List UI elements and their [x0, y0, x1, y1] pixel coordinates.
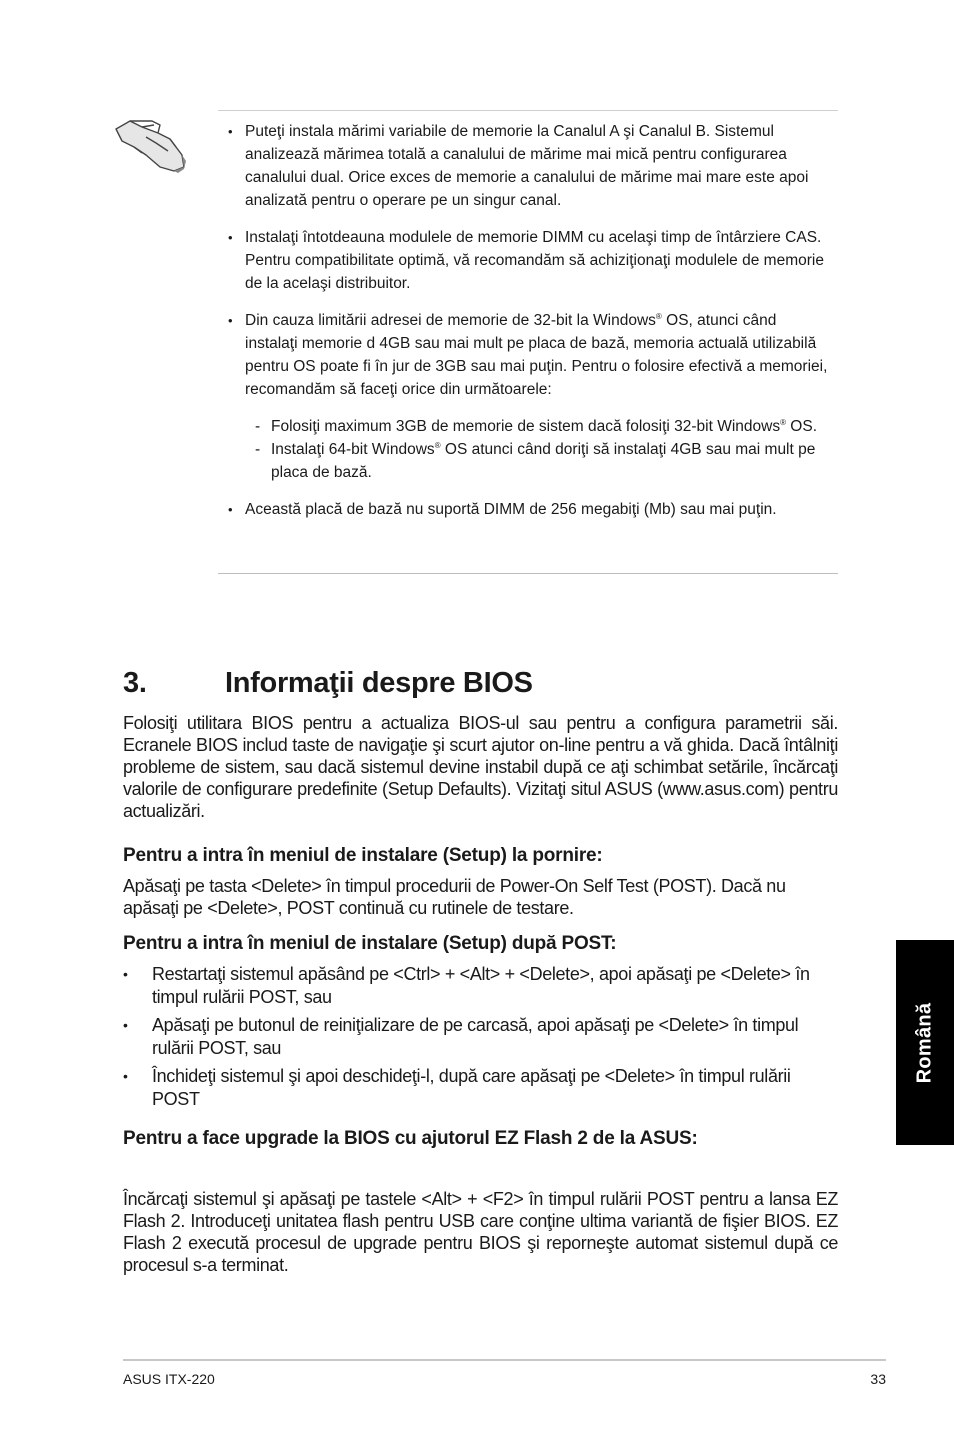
- list-item: • Închideţi sistemul şi apoi deschideţi-l, după care apăsaţi pe <Delete> în timpul rulării POST: [123, 1065, 833, 1111]
- setup-post-list: [123, 963, 833, 1116]
- section-number: 3.: [123, 667, 147, 699]
- footer-product: ASUS ITX-220: [123, 1371, 215, 1387]
- section-title-text: Informaţii despre BIOS: [225, 667, 533, 699]
- setup-boot-text: Apăsaţi pe tasta <Delete> în timpul procedurii de Power-On Self Test (POST). Dacă nu apăsaţi pe <Delete>, POST continuă cu rutinele de testare.: [123, 876, 786, 918]
- ezflash-heading: Pentru a face upgrade la BIOS cu ajutorul EZ Flash 2 de la ASUS:: [123, 1128, 698, 1149]
- language-label: Română: [913, 1002, 936, 1083]
- list-item: • Apăsaţi pe butonul de reiniţializare de pe carcasă, apoi apăsaţi pe <Delete> în timpul rulării POST, sau: [123, 1014, 833, 1060]
- note-sub-list: [245, 415, 828, 484]
- note-bullet-3: • Din cauza limitării adresei de memorie de 32-bit la Windows® OS, atunci când instalaţi memorie d 4GB sau mai mult pe placa de bază, memoria actuală utilizabilă pentru OS poate fi în jur de 3GB sau mai puţin. Pentru o folosire efectivă a memoriei, recomandăm să faceţi orice din următoarele: - Folosiţi maximum 3GB de memorie de sistem dacă folosiţi 32-bit Windows® OS. - Instalaţi 64-bit Windows® OS atunci când doriţi să instalaţi 4GB sau mai mult pe placa de bază.: [228, 309, 828, 484]
- note-bullet-4: • Această placă de bază nu suportă DIMM de 256 megabiţi (Mb) sau mai puţin.: [228, 498, 828, 521]
- list-item: • Restartaţi sistemul apăsând pe <Ctrl> + <Alt> + <Delete>, apoi apăsaţi pe <Delete> în timpul rulării POST, sau: [123, 963, 833, 1009]
- footer-divider: [123, 1359, 886, 1361]
- note-list: [228, 120, 828, 535]
- note-sub-item-1: - Folosiţi maximum 3GB de memorie de sistem dacă folosiţi 32-bit Windows® OS.: [255, 415, 828, 438]
- ezflash-text: Încărcaţi sistemul şi apăsaţi pe tastele <Alt> + <F2> în timpul rulării POST pentru a lansa EZ Flash 2. Introduceţi unitatea flash pentru USB care conţine ultima variantă de fişier BIOS. EZ Flash 2 execută procesul de upgrade pentru BIOS şi reporneşte automat sistemul după ce procesul s-a terminat.: [123, 1189, 838, 1275]
- page-number: 33: [870, 1371, 886, 1387]
- setup-boot-heading: Pentru a intra în meniul de instalare (Setup) la pornire:: [123, 845, 603, 866]
- pointing-hand-icon: [112, 117, 188, 175]
- language-side-tab: [896, 940, 954, 1145]
- section-intro: Folosiţi utilitara BIOS pentru a actualiza BIOS-ul sau pentru a configura parametrii săi. Ecranele BIOS includ taste de navigaţie şi scurt ajutor on-line pentru a vă ghida. Dacă întâlniţi probleme de sistem, sau dacă sistemul devine instabil după ce aţi schimbat setările, încărcaţi valorile de configurare predefinite (Setup Defaults). Vizitaţi situl ASUS (www.asus.com) pentru actualizări.: [123, 713, 838, 821]
- note-sub-item-2: - Instalaţi 64-bit Windows® OS atunci când doriţi să instalaţi 4GB sau mai mult pe placa de bază.: [255, 438, 828, 484]
- note-bullet-1: • Puteţi instala mărimi variabile de memorie la Canalul A şi Canalul B. Sistemul analizează mărimea totală a canalului de mărime mai mică pentru configurarea canalului dual. Orice exces de memorie a canalului de mărime mai mare este apoi analizată pentru o operare pe un singur canal.: [228, 120, 828, 212]
- section-title: [123, 667, 843, 700]
- setup-post-heading: Pentru a intra în meniul de instalare (Setup) după POST:: [123, 933, 617, 954]
- note-bullet-2: • Instalaţi întotdeauna modulele de memorie DIMM cu acelaşi timp de întârziere CAS. Pentru compatibilitate optimă, vă recomandăm să achiziţionaţi modulele de memorie de la acelaşi distribuitor.: [228, 226, 828, 295]
